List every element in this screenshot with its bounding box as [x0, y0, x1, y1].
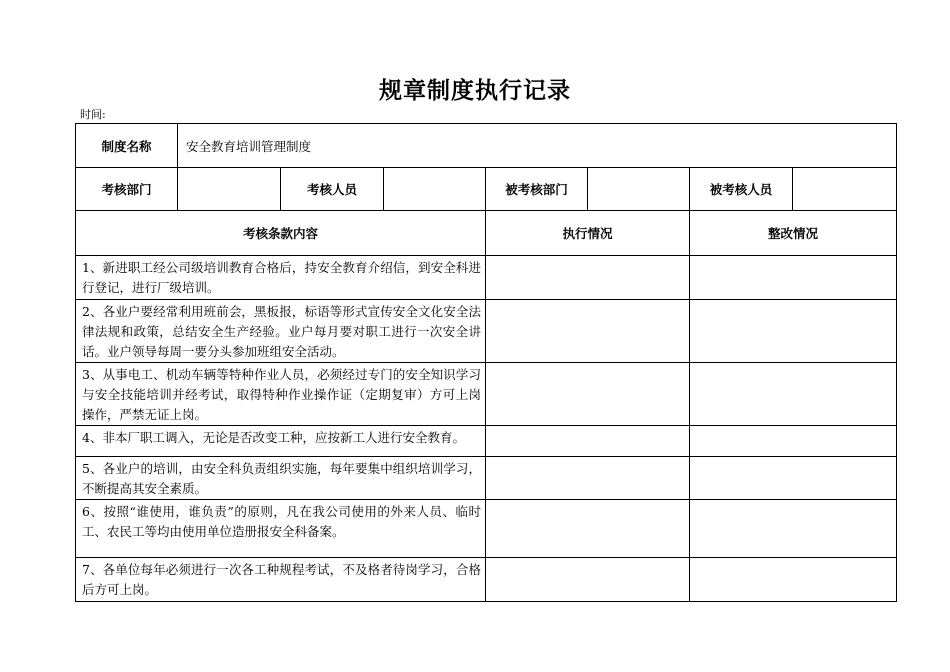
assessor-label: 考核人员 — [281, 168, 384, 211]
clause-row — [76, 426, 897, 457]
assessed-person-label: 被考核人员 — [690, 168, 793, 211]
clause-row — [76, 300, 897, 363]
assessment-info-row — [76, 168, 897, 211]
execution-cell — [486, 500, 690, 558]
assessed-dept-label: 被考核部门 — [486, 168, 588, 211]
col-clause-header: 考核条款内容 — [76, 211, 486, 256]
clause-row — [76, 500, 897, 558]
clause-row — [76, 363, 897, 426]
clause-row — [76, 256, 897, 300]
rectification-cell — [690, 256, 897, 300]
rectification-cell — [690, 457, 897, 500]
system-name-value: 安全教育培训管理制度 — [178, 124, 897, 168]
clause-row — [76, 558, 897, 602]
rectification-cell — [690, 300, 897, 363]
col-rectification-header: 整改情况 — [690, 211, 897, 256]
dept-label: 考核部门 — [76, 168, 178, 211]
rectification-cell — [690, 363, 897, 426]
dept-value — [178, 168, 281, 211]
time-label: 时间: — [80, 108, 106, 121]
system-name-label: 制度名称 — [76, 124, 178, 168]
rectification-cell — [690, 500, 897, 558]
execution-cell — [486, 426, 690, 457]
page-title: 规章制度执行记录 — [379, 78, 571, 104]
clause-text: 4、非本厂职工调入，无论是否改变工种，应按新工人进行安全教育。 — [76, 426, 486, 457]
clause-text: 2、各业户要经常利用班前会，黑板报，标语等形式宣传安全文化安全法律法规和政策，总结安全生产经验。业户每月要对职工进行一次安全讲话。业户领导每周一要分头参加班组安全活动。 — [76, 300, 486, 363]
column-header-row — [76, 211, 897, 256]
system-name-row — [76, 124, 897, 168]
execution-cell — [486, 558, 690, 602]
col-execution-header: 执行情况 — [486, 211, 690, 256]
clause-text: 5、各业户的培训，由安全科负责组织实施，每年要集中组织培训学习，不断提高其安全素质。 — [76, 457, 486, 500]
rectification-cell — [690, 558, 897, 602]
rectification-cell — [690, 426, 897, 457]
assessor-value — [384, 168, 486, 211]
execution-cell — [486, 457, 690, 500]
execution-cell — [486, 363, 690, 426]
assessed-dept-value — [588, 168, 690, 211]
clause-text: 3、从事电工、机动车辆等特种作业人员，必须经过专门的安全知识学习与安全技能培训并经考试，取得特种作业操作证（定期复审）方可上岗操作，严禁无证上岗。 — [76, 363, 486, 426]
clause-text: 6、按照“谁使用，谁负责”的原则，凡在我公司使用的外来人员、临时工、农民工等均由使用单位造册报安全科备案。 — [76, 500, 486, 558]
assessed-person-value — [793, 168, 897, 211]
execution-cell — [486, 256, 690, 300]
clause-text: 7、各单位每年必须进行一次各工种规程考试，不及格者待岗学习，合格后方可上岗。 — [76, 558, 486, 602]
execution-cell — [486, 300, 690, 363]
clause-text: 1、新进职工经公司级培训教育合格后，持安全教育介绍信，到安全科进行登记，进行厂级培训。 — [76, 256, 486, 300]
clause-row — [76, 457, 897, 500]
record-table — [75, 123, 897, 602]
